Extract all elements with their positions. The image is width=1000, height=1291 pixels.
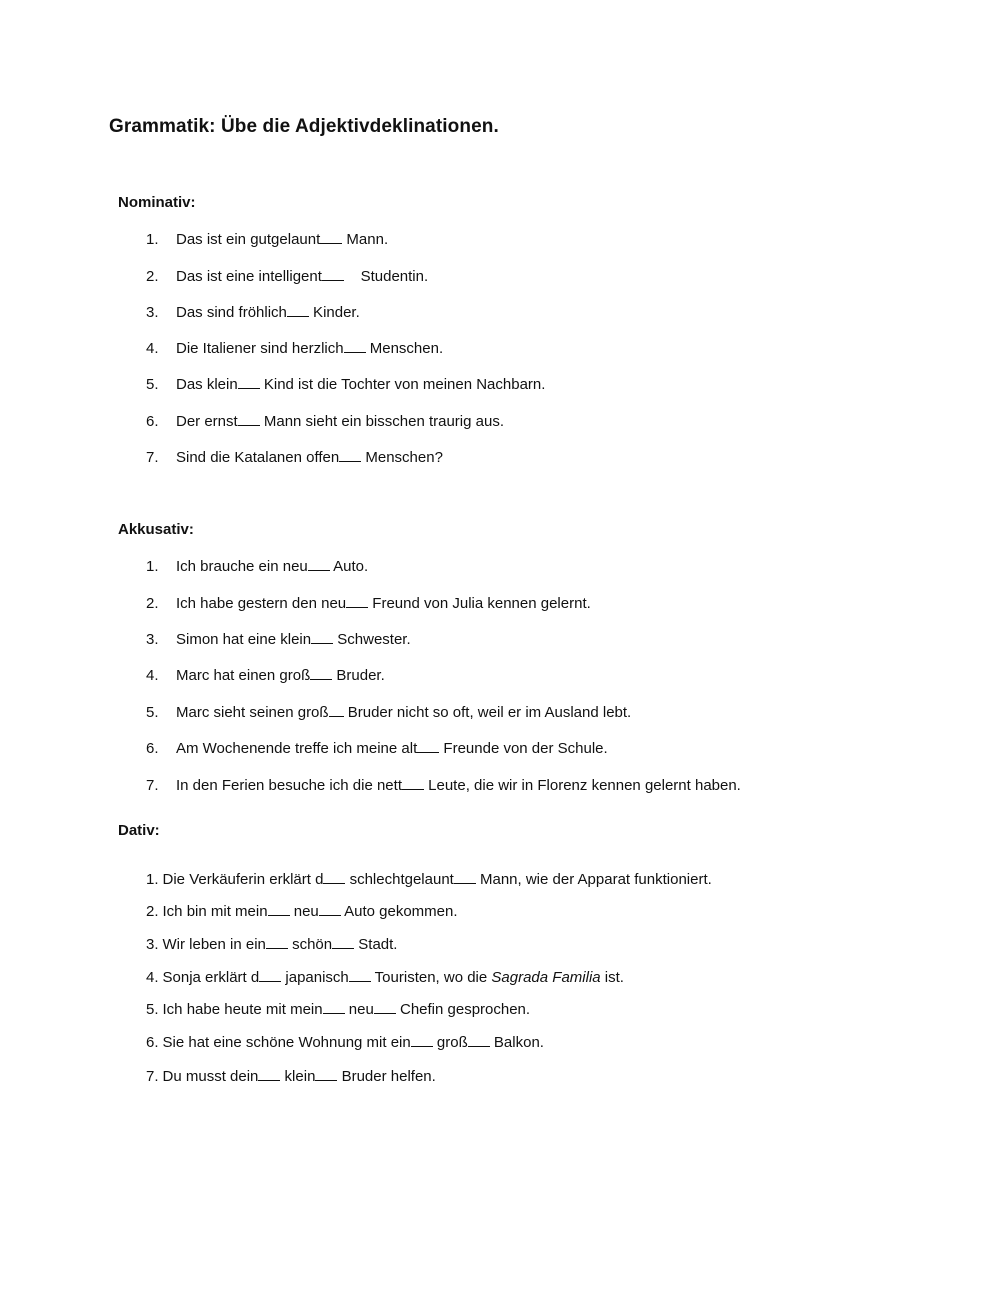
item-text: schlechtgelaunt — [345, 871, 454, 888]
item-number: 7. — [146, 1068, 159, 1085]
item-number: 4. — [146, 340, 159, 357]
item-text: Freunde von der Schule. — [439, 740, 608, 757]
item-text: groß — [432, 1034, 468, 1051]
exercise-item — [146, 338, 443, 359]
exercise-item — [146, 556, 368, 577]
item-text: Sie hat eine schöne Wohnung mit ein — [162, 1034, 411, 1051]
blank-field[interactable] — [402, 775, 424, 790]
item-number: 5. — [146, 376, 159, 393]
item-text: Leute, die wir in Florenz kennen gelernt haben. — [423, 777, 741, 794]
item-text: Kinder. — [308, 304, 360, 321]
blank-field[interactable] — [468, 1032, 490, 1047]
item-text: ist. — [600, 969, 624, 986]
item-text: Das klein — [176, 376, 238, 393]
item-text: Sind die Katalanen offen — [176, 449, 340, 466]
item-text: schön — [287, 936, 333, 953]
blank-field[interactable] — [238, 411, 260, 426]
blank-field[interactable] — [349, 967, 371, 982]
blank-field[interactable] — [287, 302, 309, 317]
blank-field[interactable] — [259, 967, 281, 982]
item-number: 1. — [146, 871, 159, 888]
section-heading-akkusativ: Akkusativ: — [118, 521, 194, 538]
exercise-item — [146, 999, 530, 1020]
section-heading-nominativ: Nominativ: — [118, 194, 196, 211]
blank-field[interactable] — [238, 374, 260, 389]
item-text: Das ist eine intelligent — [176, 268, 322, 285]
item-number: 3. — [146, 936, 159, 953]
exercise-item — [146, 934, 397, 955]
item-text: Ich habe gestern den neu — [176, 595, 347, 612]
item-text: Bruder helfen. — [337, 1068, 436, 1085]
item-text: Menschen? — [361, 449, 443, 466]
blank-field[interactable] — [374, 999, 396, 1014]
item-text: japanisch — [281, 969, 349, 986]
blank-field[interactable] — [417, 738, 439, 753]
exercise-item — [146, 302, 360, 323]
item-number: 1. — [146, 558, 159, 575]
exercise-item — [146, 229, 388, 250]
item-text: Sonja erklärt d — [162, 969, 260, 986]
item-text: Ich brauche ein neu — [176, 558, 308, 575]
item-text: Die Italiener sind herzlich — [176, 340, 344, 357]
blank-field[interactable] — [308, 556, 330, 571]
item-text: Mann sieht ein bisschen traurig aus. — [259, 413, 504, 430]
item-text: Schwester. — [333, 631, 411, 648]
blank-field[interactable] — [322, 266, 344, 281]
item-number: 3. — [146, 304, 159, 321]
item-text: Mann, wie der Apparat funktioniert. — [475, 871, 712, 888]
item-number: 6. — [146, 740, 159, 757]
item-text: Marc sieht seinen groß — [176, 704, 329, 721]
item-text: Am Wochenende treffe ich meine alt — [176, 740, 418, 757]
item-text: Touristen, wo die — [370, 969, 492, 986]
item-text: Wir leben in ein — [162, 936, 266, 953]
blank-field[interactable] — [339, 447, 361, 462]
exercise-item — [146, 665, 385, 686]
item-number: 7. — [146, 777, 159, 794]
item-text: Simon hat eine klein — [176, 631, 312, 648]
item-text: Studentin. — [343, 268, 429, 285]
item-text: Auto. — [329, 558, 369, 575]
blank-field[interactable] — [346, 593, 368, 608]
exercise-item — [146, 869, 712, 890]
blank-field[interactable] — [266, 934, 288, 949]
blank-field[interactable] — [315, 1066, 337, 1081]
exercise-item — [146, 967, 624, 988]
item-text: klein — [280, 1068, 316, 1085]
blank-field[interactable] — [319, 901, 341, 916]
item-text: Ich bin mit mein — [162, 903, 268, 920]
section-heading-dativ: Dativ: — [118, 822, 160, 839]
item-number: 6. — [146, 1034, 159, 1051]
item-number: 2. — [146, 595, 159, 612]
item-number: 4. — [146, 969, 159, 986]
blank-field[interactable] — [332, 934, 354, 949]
item-text: Balkon. — [489, 1034, 544, 1051]
item-text: In den Ferien besuche ich die nett — [176, 777, 402, 794]
item-number: 1. — [146, 231, 159, 248]
blank-field[interactable] — [320, 229, 342, 244]
exercise-item — [146, 266, 428, 287]
exercise-item — [146, 738, 608, 759]
exercise-item — [146, 901, 458, 922]
item-text: Menschen. — [365, 340, 444, 357]
exercise-item — [146, 629, 411, 650]
item-number: 5. — [146, 704, 159, 721]
blank-field[interactable] — [268, 901, 290, 916]
blank-field[interactable] — [344, 338, 366, 353]
item-text: Du musst dein — [162, 1068, 259, 1085]
item-text: Bruder. — [332, 667, 385, 684]
blank-field[interactable] — [329, 702, 344, 717]
item-number: 6. — [146, 413, 159, 430]
blank-field[interactable] — [323, 869, 345, 884]
item-text: Mann. — [342, 231, 389, 248]
exercise-item — [146, 411, 504, 432]
exercise-item — [146, 1066, 436, 1087]
blank-field[interactable] — [311, 629, 333, 644]
item-text: Bruder nicht so oft, weil er im Ausland lebt. — [343, 704, 632, 721]
exercise-item — [146, 775, 741, 796]
item-number: 7. — [146, 449, 159, 466]
item-number: 5. — [146, 1001, 159, 1018]
exercise-item — [146, 1032, 544, 1053]
exercise-item — [146, 593, 591, 614]
exercise-item — [146, 702, 631, 723]
item-text: Auto gekommen. — [340, 903, 458, 920]
item-text: Das ist ein gutgelaunt — [176, 231, 321, 248]
item-text: Freund von Julia kennen gelernt. — [368, 595, 591, 612]
item-text: Marc hat einen groß — [176, 667, 311, 684]
blank-field[interactable] — [454, 869, 476, 884]
page-title: Grammatik: Übe die Adjektivdeklinationen. — [109, 116, 499, 137]
item-text: Kind ist die Tochter von meinen Nachbarn. — [259, 376, 546, 393]
item-number: 4. — [146, 667, 159, 684]
item-number: 2. — [146, 903, 159, 920]
item-number: 2. — [146, 268, 159, 285]
exercise-item — [146, 447, 443, 468]
blank-field[interactable] — [258, 1066, 280, 1081]
item-text: Ich habe heute mit mein — [162, 1001, 323, 1018]
blank-field[interactable] — [323, 999, 345, 1014]
item-text-italic: Sagrada Familia — [491, 969, 601, 986]
item-text: Das sind fröhlich — [176, 304, 287, 321]
item-text: Chefin gesprochen. — [395, 1001, 531, 1018]
item-text: Stadt. — [354, 936, 398, 953]
item-text: neu — [289, 903, 319, 920]
item-text: neu — [344, 1001, 374, 1018]
item-text: Der ernst — [176, 413, 238, 430]
blank-field[interactable] — [310, 665, 332, 680]
exercise-item — [146, 374, 545, 395]
item-number: 3. — [146, 631, 159, 648]
blank-field[interactable] — [411, 1032, 433, 1047]
item-text: Die Verkäuferin erklärt d — [162, 871, 324, 888]
